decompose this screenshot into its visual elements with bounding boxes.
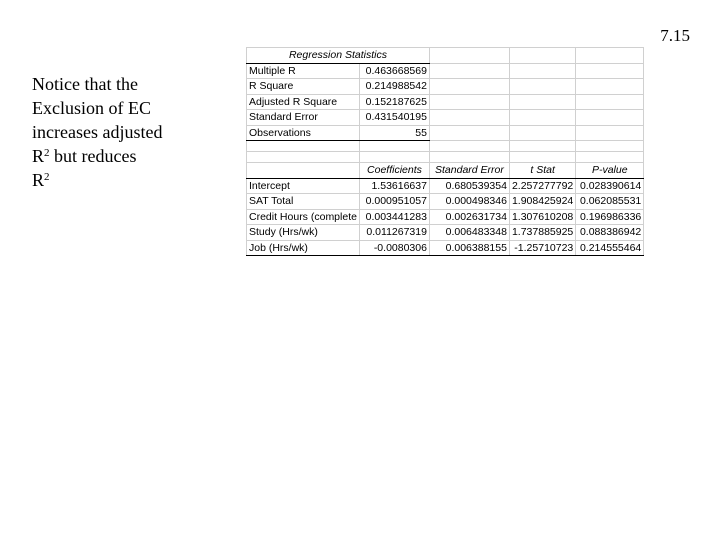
stat-label: R Square xyxy=(247,79,360,95)
stat-value: 0.431540195 xyxy=(359,110,429,126)
t-stat-value: 1.737885925 xyxy=(509,225,575,241)
stat-row xyxy=(247,79,644,95)
variable-label: Study (Hrs/wk) xyxy=(247,225,360,241)
stat-label: Observations xyxy=(247,125,360,141)
stat-row xyxy=(247,125,644,141)
stat-label: Multiple R xyxy=(247,63,360,79)
standard-error-value: 0.006388155 xyxy=(429,240,509,256)
p-value-value: 0.062085531 xyxy=(576,194,644,210)
slide-number: 7.15 xyxy=(660,26,690,45)
p-value-value: 0.196986336 xyxy=(576,209,644,225)
p-value-value: 0.214555464 xyxy=(576,240,644,256)
coefficient-row xyxy=(247,178,644,194)
regression-output-sheet xyxy=(246,47,644,256)
coefficients-header-row xyxy=(247,163,644,179)
t-stat-value: 2.257277792 xyxy=(509,178,575,194)
header-t-stat: t Stat xyxy=(509,163,575,179)
header-coefficients: Coefficients xyxy=(359,163,429,179)
note-line-1: Notice that the xyxy=(32,74,138,94)
t-stat-value: 1.307610208 xyxy=(509,209,575,225)
regression-statistics-header-row xyxy=(247,48,644,64)
header-blank xyxy=(247,163,360,179)
spacer-row xyxy=(247,141,644,152)
note-superscript: 2 xyxy=(44,147,50,159)
coefficient-value: 0.011267319 xyxy=(359,225,429,241)
header-p-value: P-value xyxy=(576,163,644,179)
variable-label: Intercept xyxy=(247,178,360,194)
p-value-value: 0.088386942 xyxy=(576,225,644,241)
stat-row xyxy=(247,110,644,126)
variable-label: SAT Total xyxy=(247,194,360,210)
empty-cell xyxy=(509,48,575,64)
standard-error-value: 0.002631734 xyxy=(429,209,509,225)
stat-value: 55 xyxy=(359,125,429,141)
variable-label: Job (Hrs/wk) xyxy=(247,240,360,256)
coefficient-row xyxy=(247,209,644,225)
note-line-2: Exclusion of EC xyxy=(32,98,151,118)
empty-cell xyxy=(429,48,509,64)
spacer-row xyxy=(247,152,644,163)
t-stat-value: 1.908425924 xyxy=(509,194,575,210)
note-but-reduces: but reduces xyxy=(49,146,137,166)
note-r: R xyxy=(32,170,45,190)
coefficient-value: -0.0080306 xyxy=(359,240,429,256)
coefficient-row xyxy=(247,240,644,256)
t-stat-value: -1.25710723 xyxy=(509,240,575,256)
regression-statistics-title: Regression Statistics xyxy=(247,48,430,64)
note-line-5 xyxy=(32,168,232,192)
variable-label: Credit Hours (complete xyxy=(247,209,360,225)
note-r: R xyxy=(32,146,45,166)
note-text xyxy=(32,72,232,192)
stat-label: Adjusted R Square xyxy=(247,94,360,110)
regression-table xyxy=(246,47,644,256)
standard-error-value: 0.006483348 xyxy=(429,225,509,241)
p-value-value: 0.028390614 xyxy=(576,178,644,194)
empty-cell xyxy=(576,48,644,64)
header-standard-error: Standard Error xyxy=(429,163,509,179)
coefficient-value: 0.000951057 xyxy=(359,194,429,210)
stat-value: 0.214988542 xyxy=(359,79,429,95)
note-line-4 xyxy=(32,144,232,168)
coefficient-row xyxy=(247,225,644,241)
stat-value: 0.463668569 xyxy=(359,63,429,79)
stat-value: 0.152187625 xyxy=(359,94,429,110)
coefficient-row xyxy=(247,194,644,210)
coefficient-value: 1.53616637 xyxy=(359,178,429,194)
note-superscript: 2 xyxy=(44,171,50,183)
stat-row xyxy=(247,63,644,79)
standard-error-value: 0.000498346 xyxy=(429,194,509,210)
standard-error-value: 0.680539354 xyxy=(429,178,509,194)
stat-label: Standard Error xyxy=(247,110,360,126)
stat-row xyxy=(247,94,644,110)
coefficient-value: 0.003441283 xyxy=(359,209,429,225)
note-line-3: increases adjusted xyxy=(32,122,163,142)
